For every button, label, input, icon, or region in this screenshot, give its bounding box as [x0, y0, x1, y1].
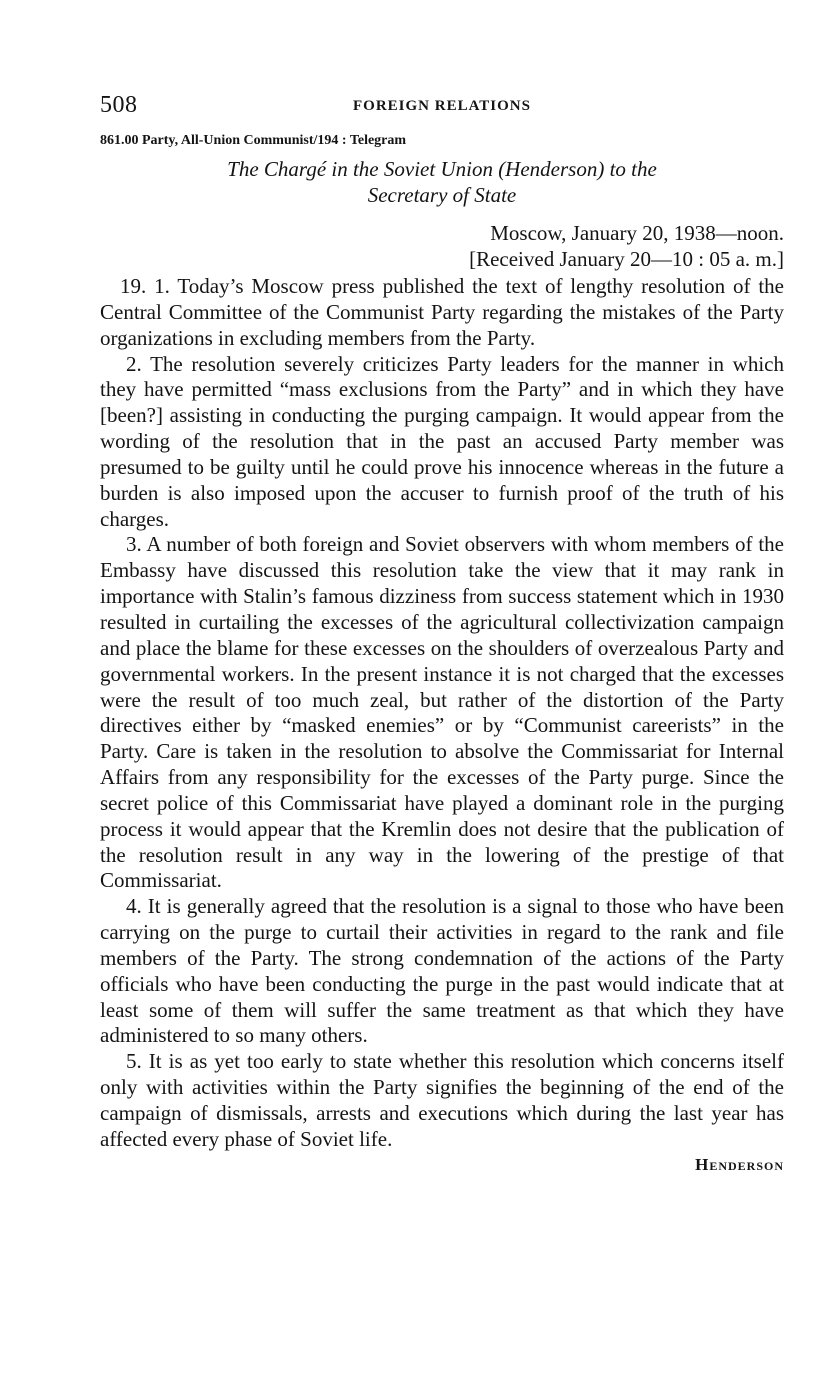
document-page — [100, 92, 784, 1177]
running-header — [100, 92, 784, 124]
document-title-line-1: The Chargé in the Soviet Union (Henderson) to the — [227, 157, 657, 181]
running-title: FOREIGN RELATIONS — [352, 98, 531, 114]
document-title — [100, 156, 784, 208]
paragraph-1: 19. 1. Today’s Moscow press published the text of lengthy resolution of the Central Committee of the Communist Party regarding the mistakes of the Party organizations in excluding members from the Party. — [100, 274, 784, 350]
document-title-line-2: Secretary of State — [367, 183, 517, 207]
dateline-block — [100, 220, 784, 272]
page-number: 508 — [100, 92, 138, 118]
paragraph-5: 5. It is as yet too early to state whether this resolution which concerns itself only with activities within the Party signifies the beginning of the end of the campaign of dismissals, arrests and executions which during the last year has affected every phase of Soviet life. — [100, 1049, 784, 1151]
file-reference: 861.00 Party, All-Union Communist/194 : Telegram — [100, 133, 407, 148]
signature: Henderson — [695, 1154, 784, 1174]
paragraph-2: 2. The resolution severely criticizes Party leaders for the manner in which they have permitted “mass exclusions from the Party” and in which they have [been?] assisting in conducting the purging campaign. It would appear from the wording of the resolution that in the past an accused Party member was presumed to be guilty until he could prove his innocence whereas in the future a burden is also imposed upon the accuser to furnish proof of the truth of his charges. — [100, 351, 784, 531]
received-line: [Received January 20—10 : 05 a. m.] — [469, 247, 784, 271]
dateline: Moscow, January 20, 1938—noon. — [490, 221, 784, 245]
paragraph-4: 4. It is generally agreed that the resolution is a signal to those who have been carrying on the purge to curtail their activities in regard to the rank and file members of the Party. The strong condemnation of the actions of the Party officials who have been conducting the purge in the past would indicate that at least some of them will suffer the same treatment as that which they have administered to so many others. — [100, 894, 784, 1048]
telegram-body — [100, 274, 784, 1153]
paragraph-3: 3. A number of both foreign and Soviet observers with whom members of the Embassy have discussed this resolution take the view that it may rank in importance with Stalin’s famous dizziness from success statement which in 1930 resulted in curtailing the excesses of the agricultural collectivization campaign and place the blame for these excesses on the shoulders of overzealous Party and governmental workers. In the present instance it is not charged that the excesses were the result of too much zeal, but rather of the distortion of the Party directives either by “masked enemies” or by “Communist careerists” in the Party. Care is taken in the resolution to absolve the Commissariat for Internal Affairs from any responsibility for the excesses of the Party purge. Since the secret police of this Commissariat have played a dominant role in the purging process it would appear that the Kremlin does not desire that the publication of the resolution result in any way in the lowering of the prestige of that Commissariat. — [100, 532, 784, 893]
